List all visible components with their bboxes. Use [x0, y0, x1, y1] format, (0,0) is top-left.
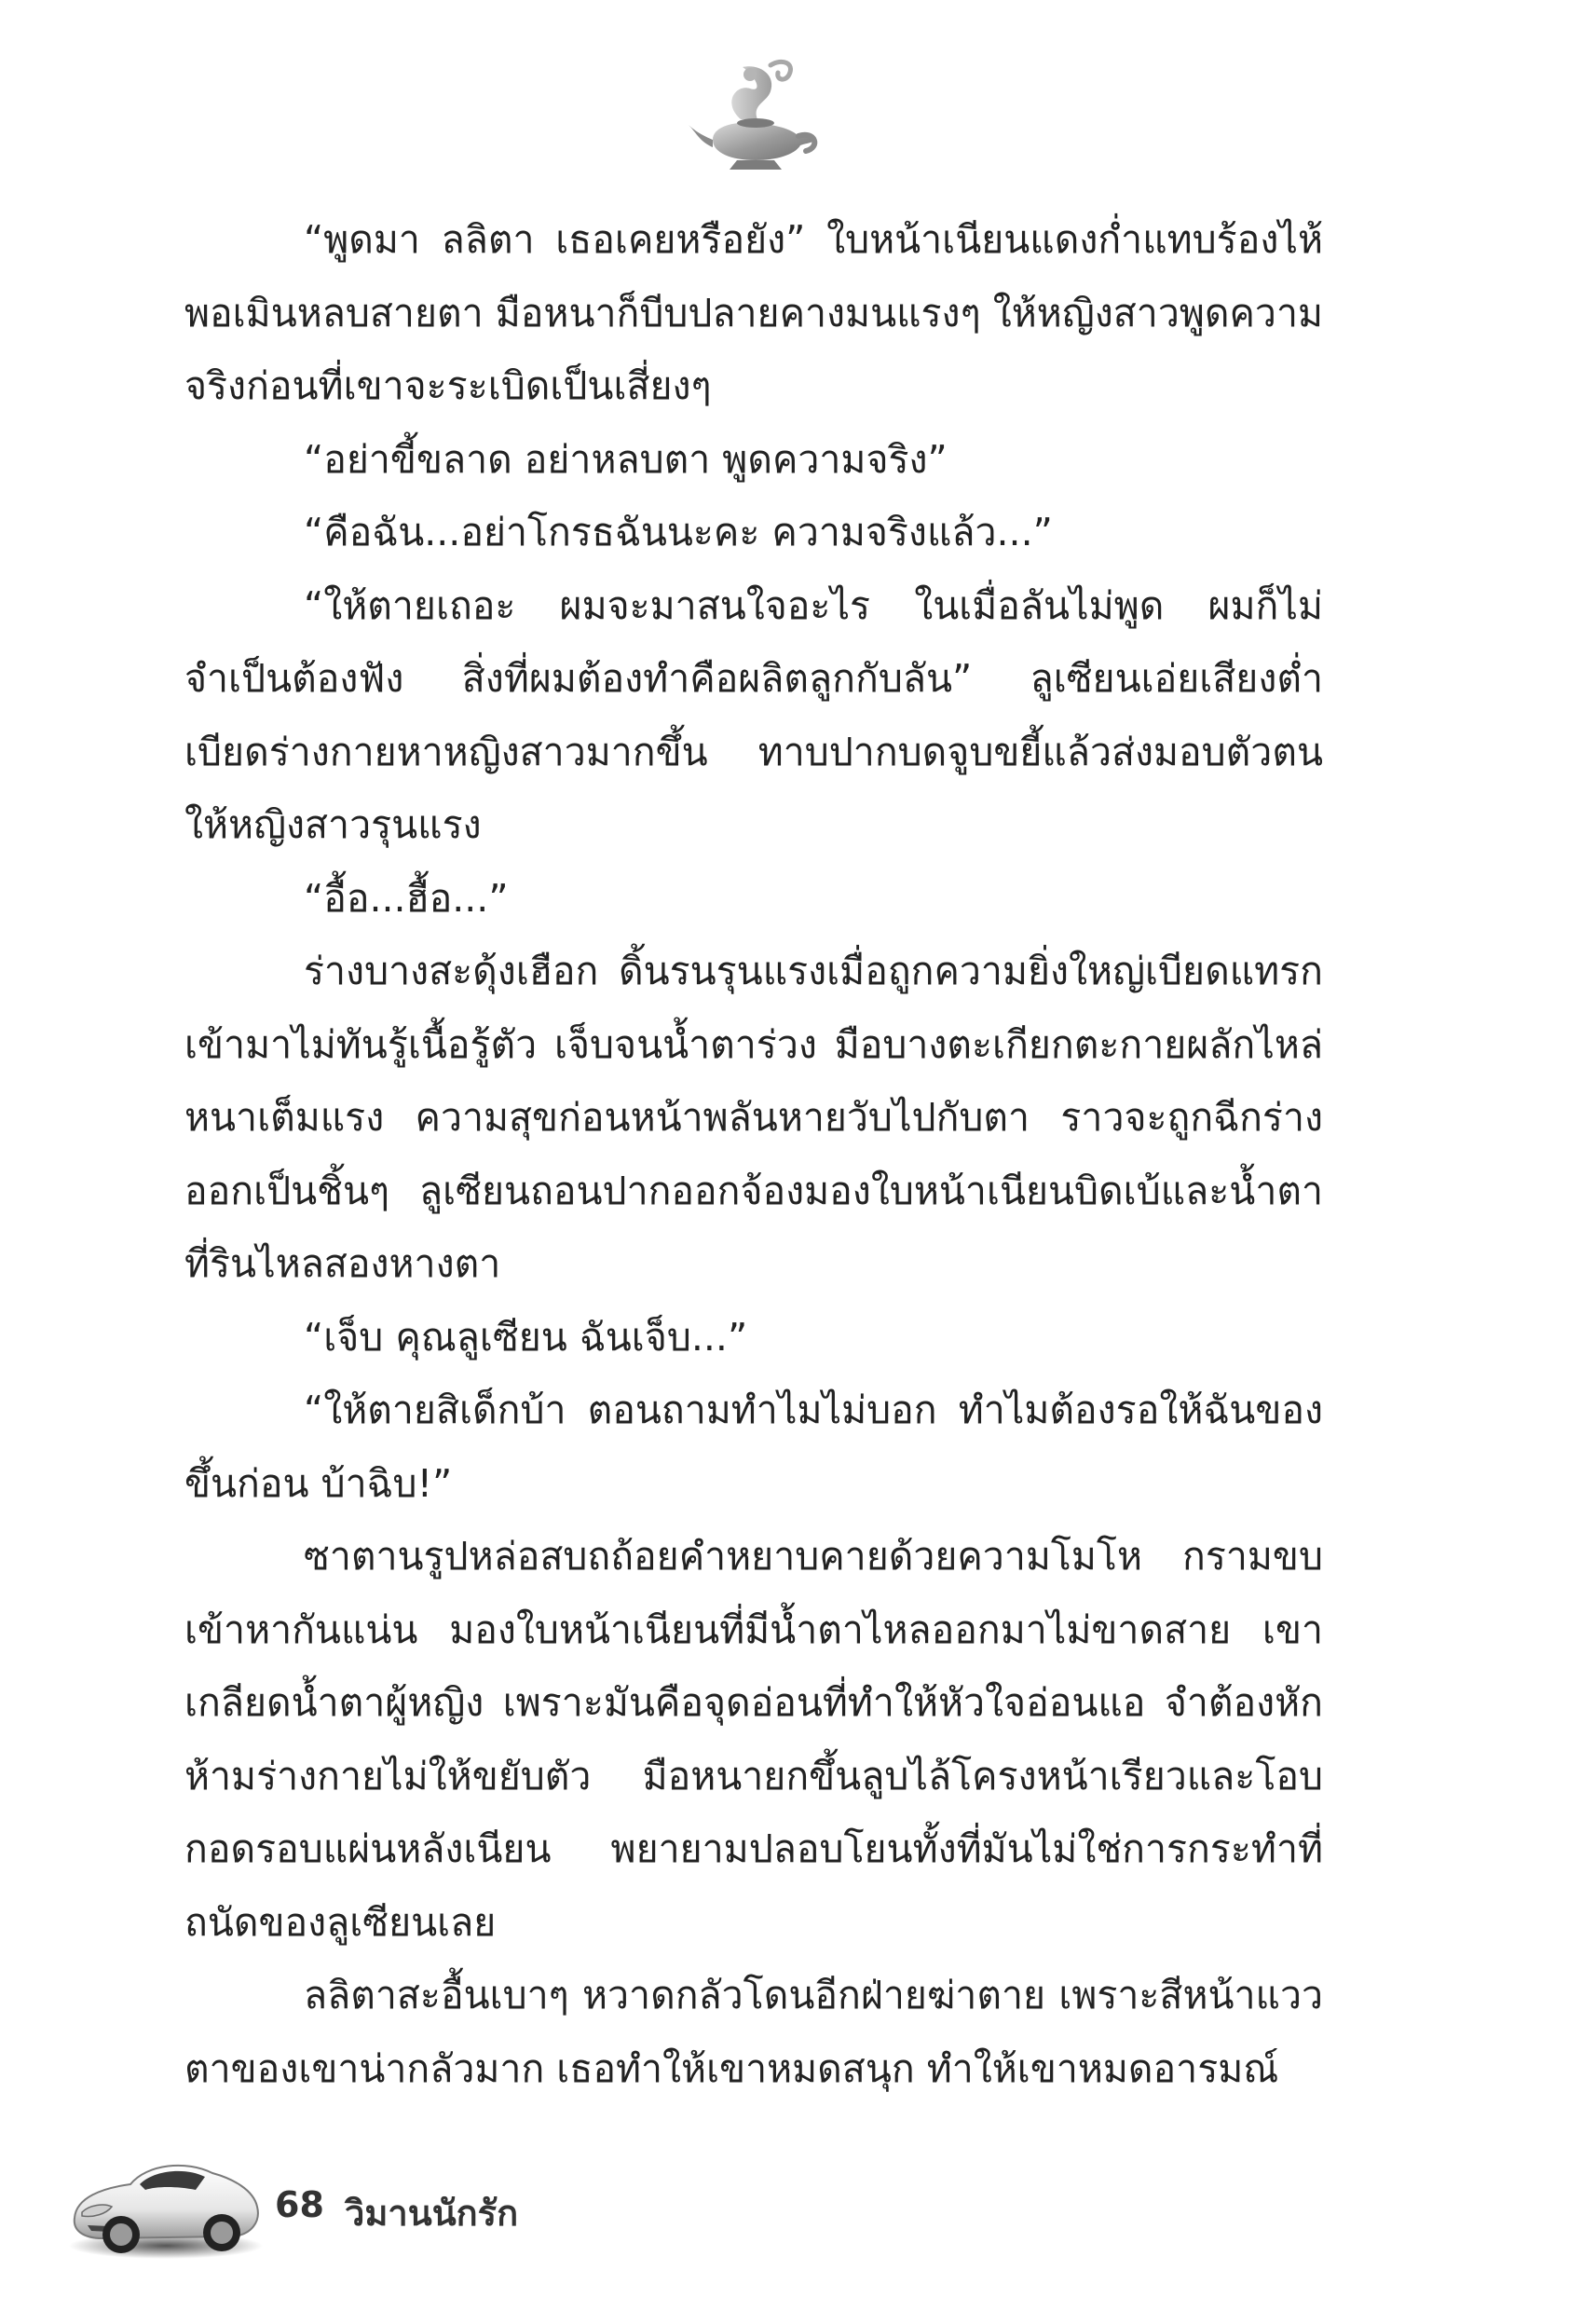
body-text: [184, 203, 1323, 2105]
sports-car-icon: [65, 2136, 266, 2262]
paragraph: “คือฉัน...อย่าโกรธฉันนะคะ ความจริงแล้ว...”: [304, 510, 1053, 554]
page-number: 68: [275, 2184, 324, 2225]
paragraph: “ให้ตายสิเด็กบ้า ตอนถามทำไมไม่บอก ทำไมต้องรอให้ฉันของขึ้นก่อน บ้าฉิบ!”: [184, 1388, 1323, 1506]
paragraph: “ให้ตายเถอะ ผมจะมาสนใจอะไร ในเมื่อลันไม่พูด ผมก็ไม่จำเป็นต้องฟัง สิ่งที่ผมต้องทำคือผลิตลูกกับลัน” ลูเซียนเอ่ยเสียงต่ำ เบียดร่างกายหาหญิงสาวมากขึ้น ทาบปากบดจูบขยี้แล้วส่งมอบตัวตนให้หญิงสาวรุนแรง: [184, 582, 1323, 847]
book-title: วิมานนักรัก: [345, 2193, 519, 2234]
paragraph: ซาตานรูปหล่อสบถถ้อยคำหยาบคายด้วยความโมโห กรามขบเข้าหากันแน่น มองใบหน้าเนียนที่มีน้ำตาไหลออกมาไม่ขาดสาย เขาเกลียดน้ำตาผู้หญิง เพราะมันคือจุดอ่อนที่ทำให้หัวใจอ่อนแอ จำต้องหักห้ามร่างกายไม่ให้ขยับตัว มือหนายกขึ้นลูบไล้โครงหน้าเรียวและโอบกอดรอบแผ่นหลังเนียน พยายามปลอบโยนทั้งที่มันไม่ใช่การกระทำที่ถนัดของลูเซียนเลย: [184, 1534, 1323, 1945]
paragraph: “เจ็บ คุณลูเซียน ฉันเจ็บ...”: [304, 1314, 748, 1360]
paragraph: “อย่าขี้ขลาด อย่าหลบตา พูดความจริง”: [304, 436, 948, 482]
paragraph: “พูดมา ลลิตา เธอเคยหรือยัง” ใบหน้าเนียนแดงก่ำแทบร้องไห้ พอเมินหลบสายตา มือหนาก็บีบปลายคางมนแรงๆ ให้หญิงสาวพูดความจริงก่อนที่เขาจะระเบิดเป็นเสี่ยงๆ: [184, 217, 1323, 408]
genie-lamp-icon: [685, 47, 825, 177]
paragraph: “อื้อ...ฮื้อ...”: [304, 875, 509, 921]
paragraph: ร่างบางสะดุ้งเฮือก ดิ้นรนรุนแรงเมื่อถูกความยิ่งใหญ่เบียดแทรกเข้ามาไม่ทันรู้เนื้อรู้ตัว เจ็บจนน้ำตาร่วง มือบางตะเกียกตะกายผลักไหล่หนาเต็มแรง ความสุขก่อนหน้าพลันหายวับไปกับตา ราวจะถูกฉีกร่างออกเป็นชิ้นๆ ลูเซียนถอนปากออกจ้องมองใบหน้าเนียนบิดเบ้และน้ำตาที่รินไหลสองหางตา: [184, 949, 1323, 1286]
paragraph: ลลิตาสะอื้นเบาๆ หวาดกลัวโดนอีกฝ่ายฆ่าตาย เพราะสีหน้าแววตาของเขาน่ากลัวมาก เธอทำให้เขาหมดสนุก ทำให้เขาหมดอารมณ์: [184, 1973, 1323, 2091]
page-footer: [65, 2136, 717, 2276]
